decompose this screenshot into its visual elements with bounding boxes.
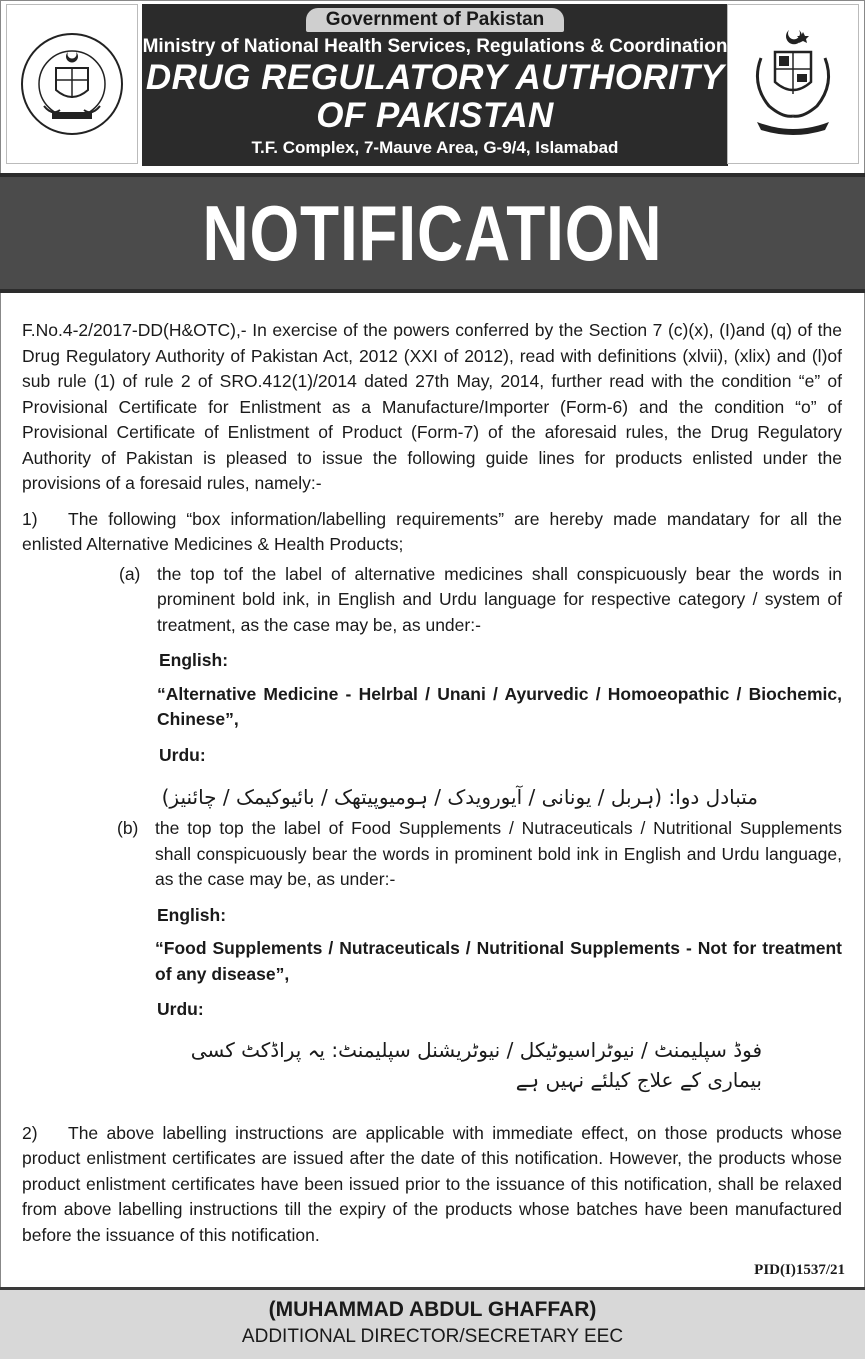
signatory-title: ADDITIONAL DIRECTOR/SECRETARY EEC xyxy=(241,1326,624,1347)
sub-item-a-text: the top tof the label of alternative medicines shall conspicuously bear the words in prominent bold ink, in English and Urdu language for respective category / system of treatment, as the case may be, as under:- xyxy=(157,563,842,635)
sub-item-b-english-text: “Food Supplements / Nutraceuticals / Nutritional Supplements - Not for treatment of any disease”, xyxy=(155,938,842,984)
sub-item-a-english-heading: English: xyxy=(159,650,229,670)
sub-item-a-english-text: “Alternative Medicine - Helrbal / Unani / Ayurvedic / Homoeopathic / Biochemic, Chinese”, xyxy=(157,683,842,729)
authority-name-line2: OF PAKISTAN xyxy=(316,96,554,135)
sub-item-a xyxy=(119,562,842,813)
dra-seal-logo xyxy=(6,4,138,164)
state-emblem-logo xyxy=(727,4,859,164)
item-2 xyxy=(22,1121,842,1249)
state-emblem-icon xyxy=(739,24,847,144)
authority-address: T.F. Complex, 7-Mauve Area, G-9/4, Islamabad xyxy=(251,138,619,157)
header-title-block xyxy=(142,4,728,166)
sub-item-b-urdu-heading: Urdu: xyxy=(157,999,204,1019)
sub-item-b-text: the top top the label of Food Supplements / Nutraceuticals / Nutritional Supplements shall conspicuously bear the words in prominent bold ink in English and Urdu language, as the case may be, as under:- xyxy=(155,818,842,889)
signature-block xyxy=(0,1287,865,1359)
sub-item-b-label: (b) xyxy=(117,818,139,838)
item-1-number: 1) xyxy=(22,508,38,529)
notification-banner xyxy=(0,173,865,293)
sub-item-b-urdu-text: فوڈ سپلیمنٹ / نیوٹراسیوٹیکل / نیوٹریشنل سپلیمنٹ: یہ پراڈکٹ کسی بیماری کے علاج کیلئے نہیں ہے xyxy=(190,1037,762,1092)
item-1-text: The following “box information/labelling requirements” are hereby made mandatary for all the enlisted Alternative Medicines & Health Products; xyxy=(22,508,842,554)
government-label: Government of Pakistan xyxy=(306,8,565,32)
sub-item-a-label: (a) xyxy=(119,563,141,584)
letterhead xyxy=(4,4,861,168)
item-1 xyxy=(22,507,842,558)
sub-item-b xyxy=(117,816,842,1095)
authority-name-line1: DRUG REGULATORY AUTHORITY xyxy=(145,58,725,97)
intro-paragraph: F.No.4-2/2017-DD(H&OTC),- In exercise of the powers conferred by the Section 7 (c)(x), (I)and (q) of the Drug Regulatory Authority of Pakistan Act, 2012 (XXI of 2012), read with definitions (xlvii), (xlix) and (l)of sub rule (1) of rule 2 of SRO.412(1)/2014 dated 27th May, 2014, further read with the condition “e” of Provisional Certificate for Enlistment as a Manufacture/Importer (Form-6) and the condition “o” of Provisional Certificate of Enlistment of Product (Form-7) of the aforesaid rules, the Drug Regulatory Authority of Pakistan is pleased to issue the following guide lines for products enlisted under the provisions of a foresaid rules, namely:- xyxy=(22,320,842,493)
dra-seal-icon xyxy=(16,28,128,140)
item-2-text: The above labelling instructions are applicable with immediate effect, on those products whose product enlistment certificates are issued after the date of this notification. However, the products whose product enlistment certificates have been issued prior to the issuance of this notification, shall be relaxed from above labelling instructions till the expiry of the products whose batches have been manufactured before the issuance of this notification. xyxy=(22,1122,842,1245)
sub-item-a-urdu-heading: Urdu: xyxy=(159,744,206,765)
notification-body xyxy=(22,318,842,1248)
ministry-name: Ministry of National Health Services, Regulations & Coordination xyxy=(142,36,728,57)
signatory-name: (MUHAMMAD ABDUL GHAFFAR) xyxy=(268,1298,597,1321)
sub-item-a-urdu-text: متبادل دوا: (ہربل / یونانی / آیورویدک / ہومیوپیتھک / بائیوکیمک / چائنیز) xyxy=(161,785,758,809)
item-2-number: 2) xyxy=(22,1122,38,1143)
pid-reference: PID(I)1537/21 xyxy=(754,1262,845,1278)
notification-title: NOTIFICATION xyxy=(202,188,663,277)
sub-item-b-english-heading: English: xyxy=(157,904,227,925)
